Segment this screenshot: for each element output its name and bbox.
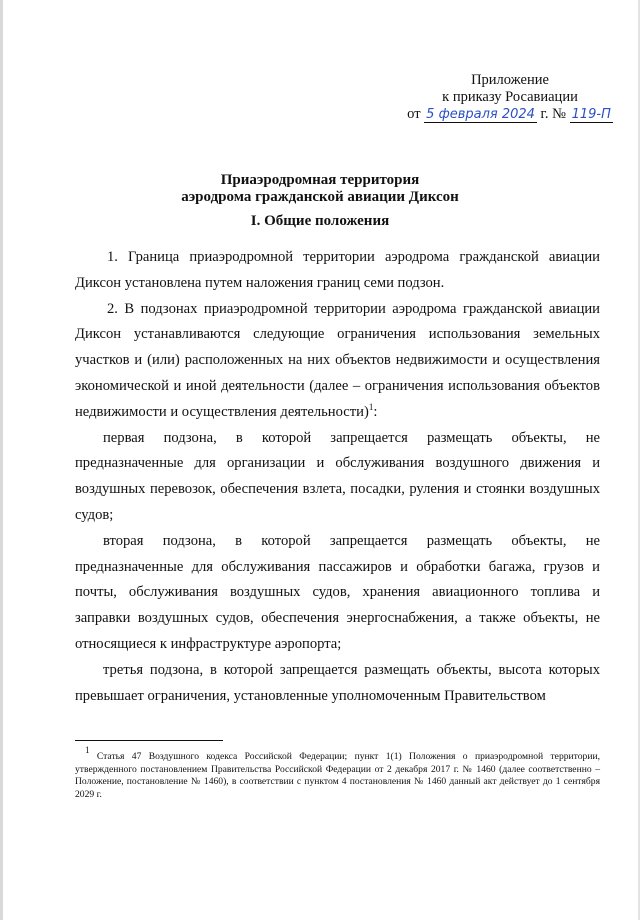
approval-line-2: к приказу Росавиации xyxy=(442,89,578,105)
year-number-label: г. № xyxy=(540,106,566,122)
document-title xyxy=(0,172,640,206)
paragraph-2-tail: : xyxy=(373,403,378,420)
approval-block xyxy=(400,72,620,123)
scan-edge-left xyxy=(0,0,3,920)
section-heading: I. Общие положения xyxy=(250,213,390,229)
subzone-1-paragraph: первая подзона, в которой запрещается размещать объекты, не предназначенные для организации и обслуживания воздушного движения и воздушных перевозок, обеспечения взлета, посадки, руления и стоянки воздушных судов; xyxy=(75,429,600,523)
subzone-3-paragraph: третья подзона, в которой запрещается размещать объекты, высота которых превышает ограничения, установленные уполномоченным Правительством xyxy=(75,661,600,704)
footnote-marker: 1 xyxy=(85,745,90,755)
footnote-text: Статья 47 Воздушного кодекса Российской Федерации; пункт 1(1) Положения о приаэродромной территории, утвержденного постановлением Правительства Российской Федерации от 2 декабря 2017 г. № 1460 (далее соответственно – Положение, постановление № 1460), в соответствии с пунктом 4 постановления № 1460 данный акт действует до 1 сентября 2029 г. xyxy=(75,751,600,800)
paragraph-2 xyxy=(75,297,600,426)
from-prefix: от xyxy=(407,106,421,122)
approval-line-1: Приложение xyxy=(471,72,549,88)
handwritten-order-number: 119-П xyxy=(571,107,611,122)
approval-line-3 xyxy=(400,106,620,123)
footnote xyxy=(75,745,600,801)
document-body xyxy=(75,245,600,709)
handwritten-date: 5 февраля 2024 xyxy=(426,107,535,122)
title-line-1: Приаэродромная территория xyxy=(220,172,420,188)
paragraph-1: 1. Граница приаэродромной территории аэродрома гражданской авиации Диксон установлена путем наложения границ семи подзон. xyxy=(75,249,600,291)
title-line-2: аэродрома гражданской авиации Диксон xyxy=(181,189,459,205)
footnote-reference[interactable]: 1 xyxy=(368,401,374,412)
subzone-2-paragraph: вторая подзона, в которой запрещается размещать объекты, не предназначенные для обслуживания пассажиров и обработки багажа, грузов и почты, обслуживания воздушных судов, хранения авиационного топлива и заправки воздушных судов, обеспечения энергоснабжения, а также объекты, не относящиеся к инфраструктуре аэропорта; xyxy=(75,532,600,652)
paragraph-2-text: 2. В подзонах приаэродромной территории аэродрома гражданской авиации Диксон устанавливаются следующие ограничения использования земельных участков и (или) расположенных на них объектов недвижимости и осуществления экономической и иной деятельности (далее – ограничения использования объектов недвижимости и осуществления деятельности) xyxy=(75,300,600,420)
footnote-separator xyxy=(75,740,223,741)
